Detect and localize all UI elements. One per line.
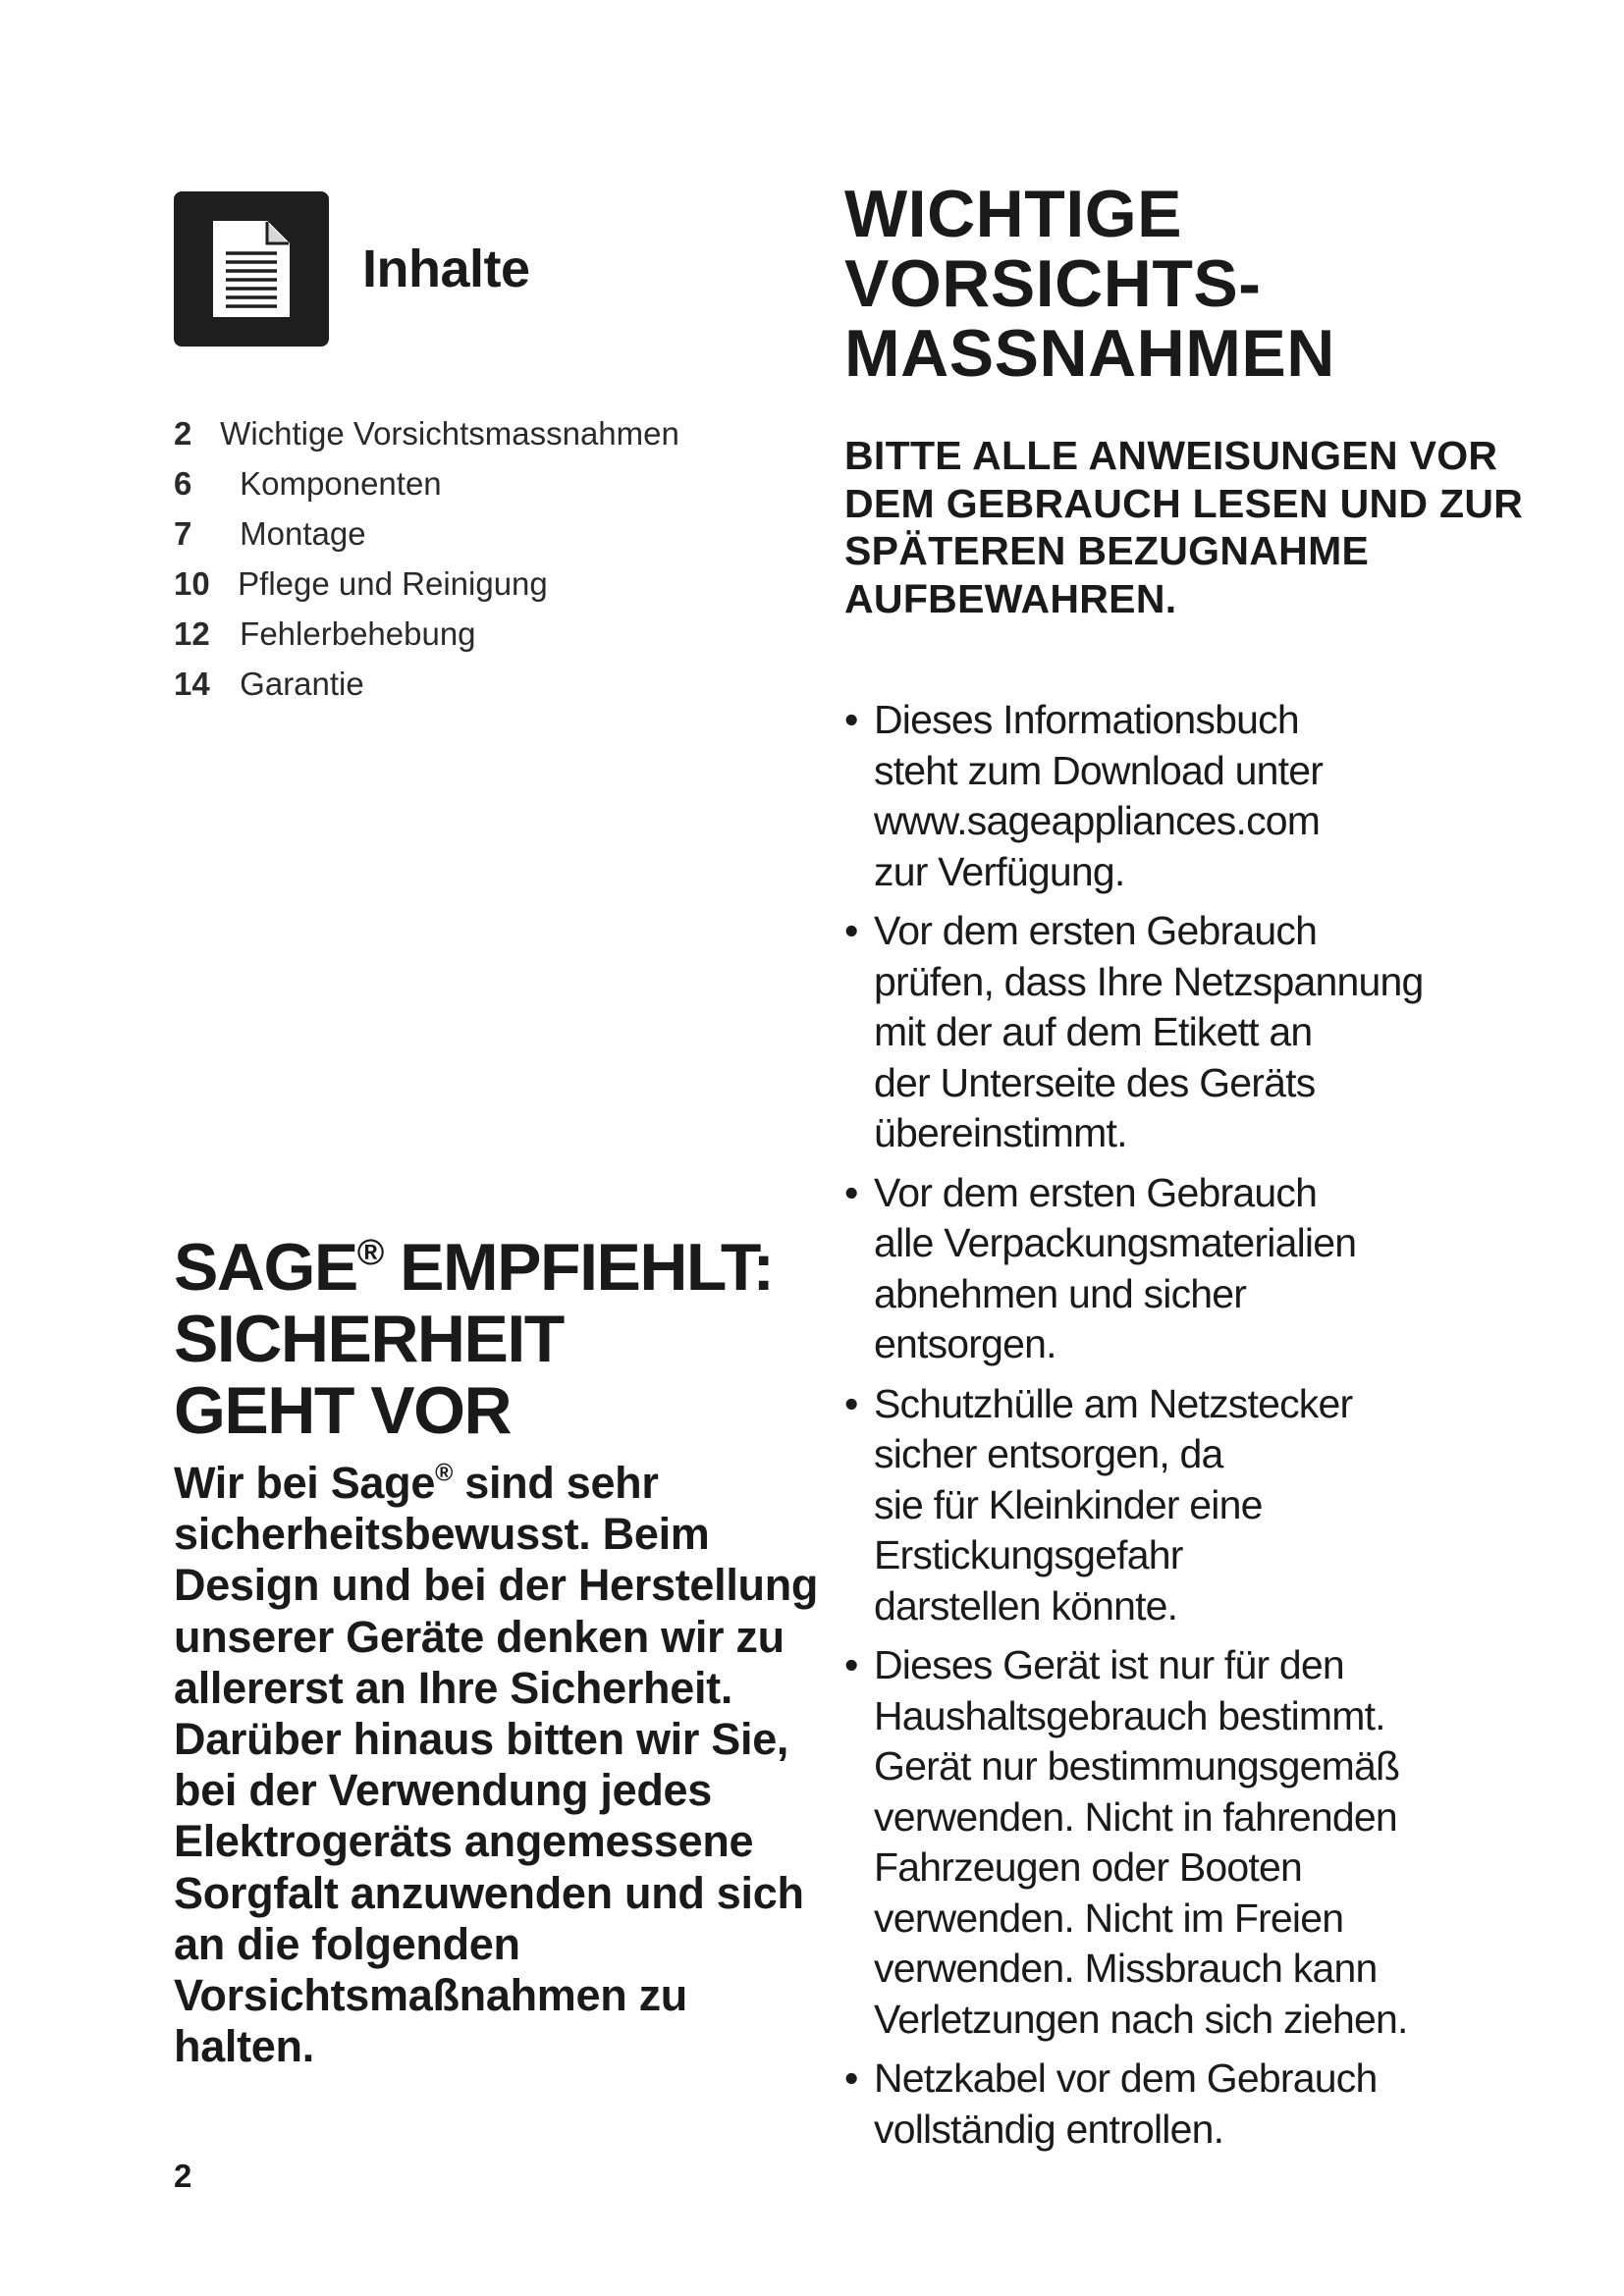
toc-item-label: Fehlerbehebung [240, 615, 476, 652]
precautions-heading-line2: VORSICHTS- [844, 246, 1262, 321]
toc-item-label: Montage [240, 515, 366, 552]
sage-body-rest: sind sehr sicherheitsbewusst. Beim Design und bei der Herstellung unserer Geräte denken wir zu allererst an Ihre Sicherheit. Darüber hinaus bitten wir Sie, bei der Verwendung jedes Elektrogeräts angemessene Sorgfalt anzuwenden und sich an die folgenden Vorsichtsmaßnahmen zu halten. [174, 1458, 819, 2072]
toc-item[interactable] [174, 559, 679, 609]
sage-heading-line3: GEHT VOR [174, 1373, 512, 1448]
list-item [844, 1379, 1591, 1632]
list-item-text: Vor dem ersten Gebrauch alle Verpackungsmaterialien abnehmen und sicher entsorgen. [874, 1169, 1357, 1366]
list-item [844, 2054, 1591, 2155]
precautions-subheading: BITTE ALLE ANWEISUNGEN VOR DEM GEBRAUCH LESEN UND ZUR SPÄTEREN BEZUGNAHME AUFBEWAHREN. [844, 433, 1524, 621]
toc-item[interactable] [174, 609, 679, 659]
bullet-icon: • [844, 2056, 858, 2101]
sage-heading-rest: EMPFIEHLT: [382, 1230, 774, 1305]
toc-item[interactable] [174, 408, 679, 458]
list-item [844, 695, 1591, 897]
precautions-heading [844, 177, 1335, 391]
toc-item-label: Wichtige Vorsichtsmassnahmen [220, 415, 679, 452]
toc-header [174, 191, 530, 347]
toc-item-page: 7 [174, 515, 192, 552]
list-item [844, 1640, 1591, 2045]
toc-item[interactable] [174, 659, 679, 709]
list-item [844, 906, 1591, 1159]
list-item-text: Netzkabel vor dem Gebrauch vollständig entrollen. [874, 2056, 1378, 2152]
document-icon [174, 191, 329, 347]
precautions-list [844, 695, 1591, 2163]
list-item-text: Dieses Gerät ist nur für den Haushaltsgebrauch bestimmt. Gerät nur bestimmungsgemäß verwenden. Nicht in fahrenden Fahrzeugen oder Booten verwenden. Nicht im Freien verwenden. Missbrauch kann Verletzungen nach sich ziehen. [874, 1642, 1408, 2042]
toc-title: Inhalte [362, 240, 530, 298]
bullet-icon: • [844, 1380, 858, 1426]
toc-item-page: 6 [174, 465, 192, 502]
sage-body-start: Wir bei Sage [174, 1458, 436, 1508]
toc-item-page: 10 [174, 565, 210, 602]
sage-heading-brand: SAGE [174, 1230, 357, 1305]
toc-item[interactable] [174, 508, 679, 559]
toc-item-page: 12 [174, 615, 210, 652]
bullet-icon: • [844, 1642, 858, 1687]
toc-item-label: Komponenten [240, 465, 442, 502]
toc-list [174, 408, 679, 709]
page-number: 2 [174, 2158, 192, 2194]
bullet-icon: • [844, 697, 858, 742]
toc-item-page: 14 [174, 666, 210, 702]
toc-item-page: 2 [174, 415, 192, 452]
toc-item-label: Pflege und Reinigung [238, 565, 548, 602]
toc-item[interactable] [174, 458, 679, 508]
registered-mark: ® [356, 1230, 383, 1272]
registered-mark: ® [435, 1460, 454, 1487]
sage-safety-body [174, 1458, 822, 2072]
bullet-icon: • [844, 1169, 858, 1215]
precautions-heading-line3: MASSNAHMEN [844, 316, 1335, 391]
list-item-text: Schutzhülle am Netzstecker sicher entsorgen, da sie für Kleinkinder eine Erstickungsgefahr darstellen könnte. [874, 1380, 1353, 1629]
list-item-text: Dieses Informationsbuch steht zum Download unter www.sageappliances.com zur Verfügung. [874, 697, 1324, 894]
sage-heading-line2: SICHERHEIT [174, 1302, 564, 1376]
bullet-icon: • [844, 908, 858, 953]
precautions-heading-line1: WICHTIGE [844, 177, 1182, 251]
sage-safety-heading [174, 1232, 774, 1447]
toc-item-label: Garantie [240, 666, 364, 702]
list-item-text: Vor dem ersten Gebrauch prüfen, dass Ihre Netzspannung mit der auf dem Etikett an der Unterseite des Geräts übereinstimmt. [874, 908, 1424, 1155]
list-item [844, 1168, 1591, 1370]
